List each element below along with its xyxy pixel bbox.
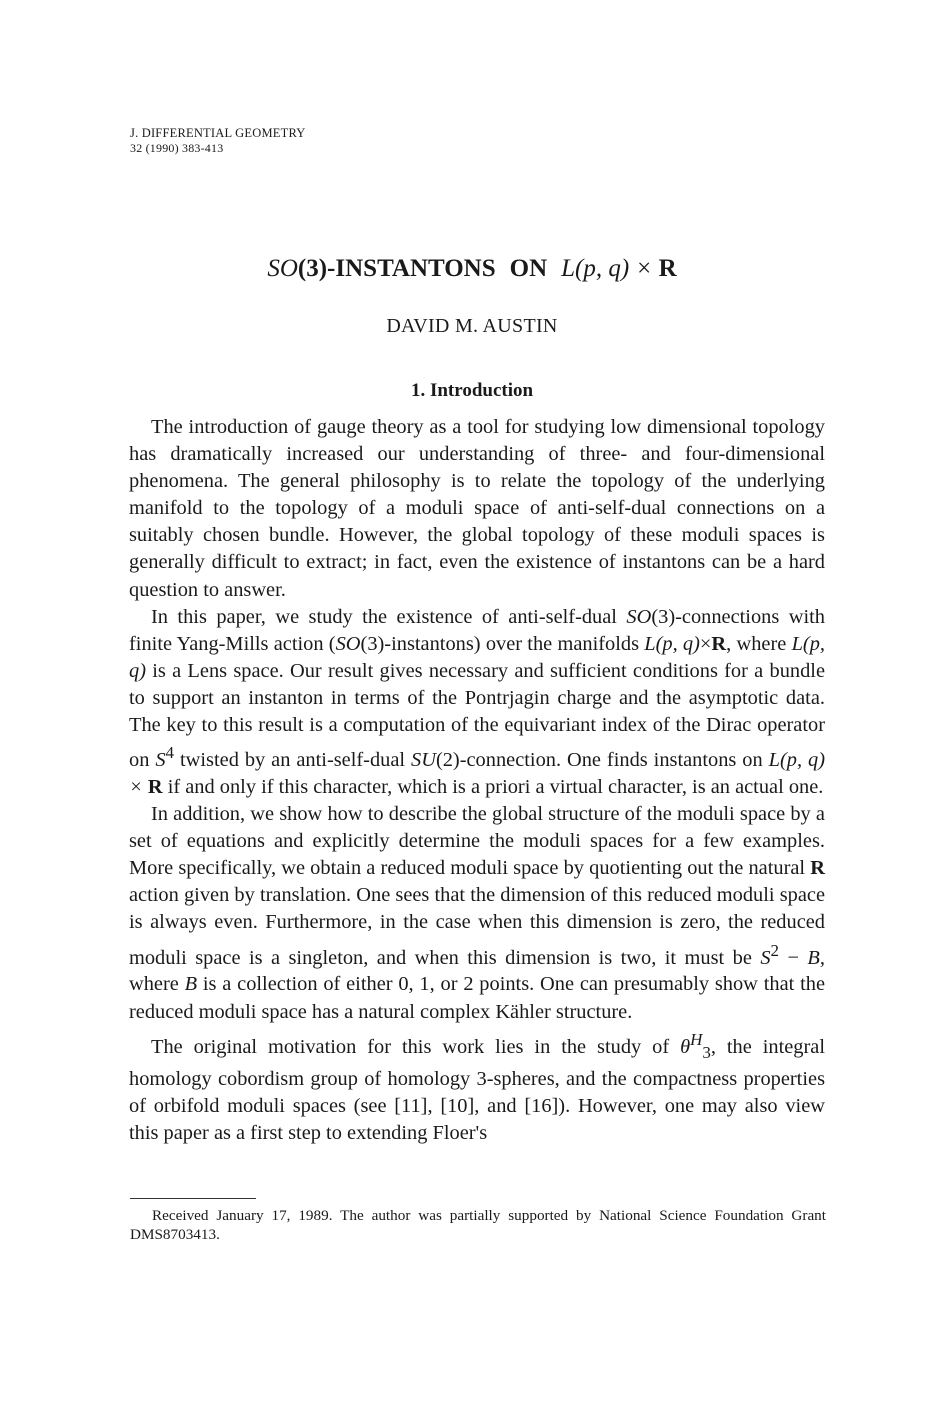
journal-header [130, 126, 306, 156]
title-3: (3)- [297, 255, 336, 282]
author: DAVID M. AUSTIN [386, 315, 558, 337]
paragraph-2: In this paper, we study the existence of anti-self-dual SO(3)-connections with finite Yang-Mills action (SO(3)-instantons) over the manifolds L(p, q)×R, where L(p, q) is a Lens space. Our result gives necessary and sufficient conditions for a bundle to support an instanton in terms of the Pontrjagin charge and the asymptotic data. The key to this result is a computation of the equivariant index of the Dirac operator on $S^4$ twisted by an anti-self-dual SU(2)-connection. One finds instantons on L(p, q) × R if and only if this character, which is a priori a virtual character, is an actual one. [129, 605, 825, 799]
paper-title [0, 252, 944, 286]
title-lens-space: L(p, q) × [561, 255, 659, 282]
journal-volume: 32 (1990) 383-413 [130, 141, 224, 155]
journal-name: J. DIFFERENTIAL GEOMETRY [130, 126, 306, 140]
footnote: Received January 17, 1989. The author was partially supported by National Science Foundation Grant DMS8703413. [130, 1207, 826, 1243]
title-on: ON [509, 255, 548, 282]
title-instantons: INSTANTONS [335, 255, 496, 282]
section-heading: 1. Introduction [410, 380, 534, 401]
body-text [129, 414, 825, 1147]
paragraph-1: The introduction of gauge theory as a tool for studying low dimensional topology has dramatically increased our understanding of three- and four-dimensional phenomena. The general philosophy is to relate the topology of the underlying manifold to the topology of a moduli space of anti-self-dual connections on a suitably chosen bundle. However, the global topology of these moduli spaces is generally difficult to extract; in fact, even the existence of instantons can be a hard question to answer. [129, 416, 825, 601]
title-so: SO [267, 255, 298, 282]
paragraph-4: The original motivation for this work lies in the study of $\theta^H_3$, the integral homology cobordism group of homology 3-spheres, and the compactness properties of orbifold moduli spaces (see [11], [10], and [16]). However, one may also view this paper as a first step to extending Floer's [129, 1029, 826, 1144]
footnote-rule [130, 1198, 256, 1199]
title-r: R [658, 255, 677, 282]
paragraph-3: In addition, we show how to describe the global structure of the moduli space by a set of equations and explicitly determine the moduli spaces for a few examples. More specifically, we obtain a reduced moduli space by quotienting out the natural R action given by translation. One sees that the dimension of this reduced moduli space is always even. Furthermore, in the case when this dimension is zero, the reduced moduli space is a singleton, and when this dimension is two, it must be $S^2 - B$, where B is a collection of either 0, 1, or 2 points. One can presumably show that the reduced moduli space has a natural complex Kähler structure. [129, 803, 825, 1023]
